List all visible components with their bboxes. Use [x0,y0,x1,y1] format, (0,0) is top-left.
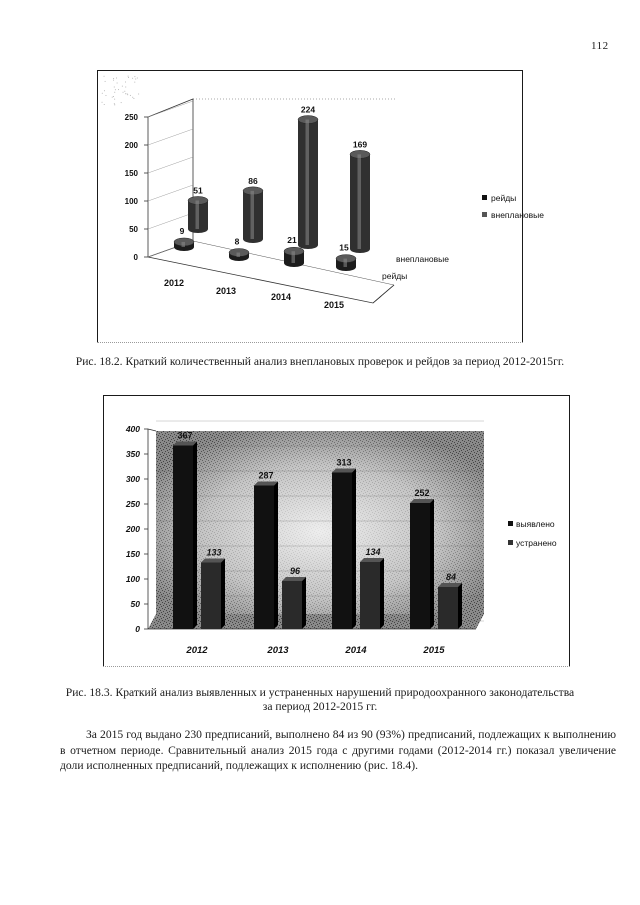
chart-2-legend-swatch [508,540,513,545]
chart-1-bar-front-highlight [237,253,241,257]
chart-1-scan-noise [104,90,105,91]
chart-1-scan-noise [134,82,135,83]
chart-1-legend-swatch [482,212,487,217]
chart-1-scan-noise [130,95,131,96]
chart-1-scan-noise [133,98,134,99]
chart-1-scan-noise [114,104,115,105]
chart-1-gridline [148,185,193,201]
chart-1-scan-noise [105,95,106,96]
chart-1-scan-noise [132,78,133,79]
chart-1-bar-front-highlight [344,259,348,267]
chart-1-data-label: 8 [234,236,240,247]
chart-1-bar-front-highlight [292,251,296,263]
chart-2-legend-label: устранено [516,538,557,548]
chart-2-y-tick-label: 250 [125,499,140,509]
chart-2-bar-fixed-side [221,559,225,630]
chart-1-y-tick-label: 100 [124,197,138,206]
chart-1-scan-noise [104,76,105,77]
chart-2-x-tick-label: 2014 [345,645,367,656]
chart-1-scan-noise [132,97,133,98]
chart-1-data-label: 51 [193,185,203,196]
chart-1-scan-noise [114,92,115,93]
chart-2-bar-detected-top [173,442,197,446]
body-paragraph [60,727,616,774]
chart-1-depth-label: внеплановые [396,254,450,264]
chart-2-y-tick-label: 50 [130,599,140,609]
chart-1-x-tick-label: 2013 [215,286,237,296]
chart-1-x-tick-label: 2012 [163,278,185,288]
chart-2-y-tick-label: 150 [125,549,140,559]
chart-2-bar-fixed-top [201,559,225,563]
chart-1-scan-noise [135,78,136,79]
figure-18-2-caption: Рис. 18.2. Краткий количественный анализ внеплановых проверок и рейдов за период 2012-2015гг. [75,355,565,368]
chart-2-x-tick-label: 2012 [186,645,208,656]
chart-2-data-label: 367 [177,430,193,441]
chart-2-y-tick-label: 400 [125,424,140,434]
chart-1-scan-noise [105,81,106,82]
chart-1-scan-noise [113,78,114,79]
chart-2-bar-detected-front [410,503,430,629]
chart-1-gridline [148,129,193,145]
figure-18-3-caption: Рис. 18.3. Краткий анализ выявленных и устраненных нарушений природоохранного законодательства за период 2012-2015 гг. [65,686,575,713]
chart-1-x-tick-label: 2014 [270,292,292,302]
body-paragraph-text: За 2015 год выдано 230 предписаний, выполнено 84 из 90 (93%) предписаний, подлежащих к выполнению в отчетном периоде. Сравнительный анализ 2015 года с другими годами (2012-2014 гг.) показал увеличение доли исполненных предписаний, подлежащих к исполнению (рис. 18.4). [60,728,616,772]
chart-2-y-axis [148,429,156,629]
chart-1-legend-swatch [482,195,487,200]
page-number: 112 [591,40,609,52]
chart-1-bar-back-highlight [251,191,255,239]
chart-2-bar-fixed-front [201,563,221,630]
chart-1-legend-label: рейды [491,193,517,203]
chart-2-data-label: 84 [445,572,457,582]
chart-1-bar-back-highlight [358,154,362,249]
chart-2-bar-fixed-top [360,558,384,562]
chart-2-bar-fixed-side [458,583,462,629]
chart-1-bottom-edge [97,342,523,343]
chart-1-scan-noise [124,91,125,92]
chart-1-scan-noise [121,102,122,103]
chart-2-legend-swatch [508,521,513,526]
chart-1-y-tick-label: 50 [129,225,138,234]
chart-1-bar-back-highlight [306,120,310,245]
chart-1-data-label: 224 [300,104,316,115]
chart-2-y-tick-label: 350 [125,449,140,459]
chart-1-y-tick-label: 0 [133,253,138,262]
chart-1-gridline [148,157,193,173]
chart-1-scan-noise [102,102,103,103]
chart-1-scan-noise [128,76,129,77]
chart-inspections-raids [97,70,545,343]
chart-2-bar-fixed-front [438,587,458,629]
chart-2-data-label: 133 [206,547,222,558]
chart-1-y-tick-label: 200 [124,141,138,150]
chart-1-gridline [148,213,193,229]
chart-2-bar-detected-side [352,469,356,630]
chart-1-scan-noise [125,93,126,94]
chart-1-scan-noise [127,94,128,95]
chart-2-bar-fixed-side [380,558,384,629]
chart-2-legend-label: выявлено [516,519,555,529]
chart-1-scan-noise [113,80,114,81]
chart-2-bar-detected-top [254,482,278,486]
chart-1-data-label: 15 [339,242,349,253]
chart-violations [103,395,570,667]
chart-1-y-tick-label: 150 [124,169,138,178]
chart-2-bar-fixed-front [282,581,302,629]
chart-1-scan-noise [115,89,116,90]
chart-1-depth-label: рейды [382,271,408,281]
chart-1-floor-right [373,285,394,303]
chart-2-bar-fixed-side [302,577,306,629]
chart-2-data-label: 134 [365,547,381,557]
chart-2-svg [104,396,569,667]
chart-2-bar-detected-side [193,442,197,630]
chart-2-bar-detected-side [430,499,434,629]
chart-1-data-label: 86 [248,175,258,186]
chart-2-y-tick-label: 0 [135,624,140,634]
chart-2-data-label: 252 [414,488,430,498]
chart-2-data-label: 313 [336,457,352,468]
chart-2-bar-detected-top [410,499,434,503]
chart-2-bar-fixed-front [360,562,380,629]
chart-1-scan-noise [138,93,139,94]
chart-1-data-label: 21 [287,235,297,246]
chart-1-scan-noise [104,104,105,105]
chart-1-scan-noise [113,96,114,97]
chart-1-scan-noise [114,103,115,104]
chart-2-x-tick-label: 2013 [267,645,289,656]
chart-1-svg [98,71,545,343]
chart-2-bar-detected-top [332,469,356,473]
chart-1-scan-noise [114,99,115,100]
chart-2-data-label: 96 [289,566,301,576]
chart-1-scan-noise [114,86,115,87]
chart-1-bar-front-highlight [182,242,186,247]
chart-2-bar-detected-front [332,473,352,630]
chart-2-bar-detected-side [274,482,278,630]
chart-1-back-wall-left [148,99,193,257]
chart-2-data-label: 287 [258,470,274,481]
chart-1-bar-back-highlight [196,200,200,229]
chart-2-bar-fixed-top [282,577,306,581]
chart-1-scan-noise [123,92,124,93]
chart-1-gridline [148,101,193,117]
chart-1-scan-noise [134,76,135,77]
chart-1-scan-noise [117,83,118,84]
chart-1-scan-noise [127,93,128,94]
chart-1-data-label: 169 [352,139,368,150]
chart-1-scan-noise [118,89,119,90]
chart-2-bar-detected-front [173,446,193,630]
chart-1-scan-noise [128,77,129,78]
chart-1-y-tick-label: 250 [124,113,138,122]
chart-1-legend-label: внеплановые [491,210,545,220]
chart-1-scan-noise [122,86,123,87]
chart-2-y-tick-label: 300 [125,474,140,484]
chart-1-scan-noise [137,77,138,78]
chart-2-bottom-edge [103,666,570,667]
chart-1-scan-noise [112,97,113,98]
chart-2-y-tick-label: 200 [125,524,140,534]
chart-2-bar-fixed-top [438,583,462,587]
chart-1-scan-noise [102,93,103,94]
chart-1-scan-noise [125,81,126,82]
chart-1-data-label: 9 [179,225,185,236]
chart-1-scan-noise [116,77,117,78]
chart-2-bar-detected-front [254,486,274,630]
chart-1-scan-noise [125,87,126,88]
chart-2-x-tick-label: 2015 [423,645,445,656]
chart-2-y-tick-label: 100 [125,574,140,584]
chart-1-x-tick-label: 2015 [323,300,345,310]
